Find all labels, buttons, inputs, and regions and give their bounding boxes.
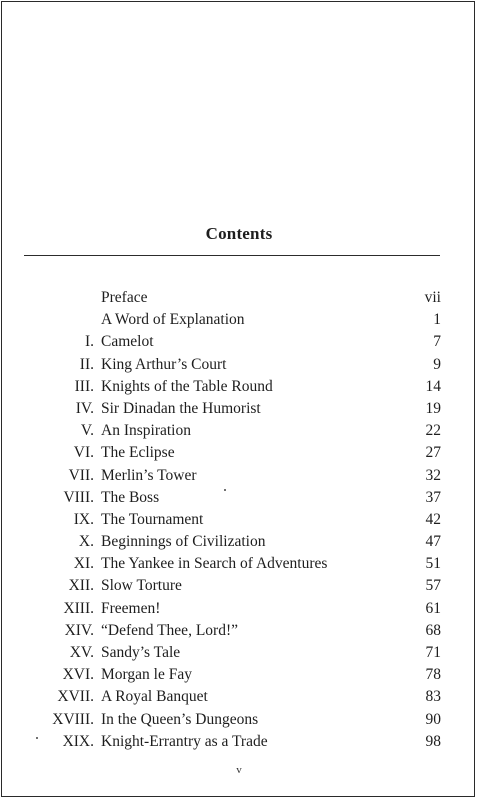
chapter-title: Sir Dinadan the Humorist: [101, 399, 261, 417]
page-number: 7: [433, 333, 441, 351]
toc-entry[interactable]: [0, 420, 478, 442]
chapter-number: V.: [80, 422, 94, 440]
toc-entry[interactable]: [0, 598, 478, 620]
chapter-title: The Tournament: [101, 510, 204, 528]
chapter-number: XIII.: [63, 599, 94, 617]
page-number: 19: [425, 399, 441, 417]
chapter-title: Sandy’s Tale: [101, 644, 181, 661]
chapter-title: “Defend Thee, Lord!”: [101, 621, 238, 639]
page-number: 71: [425, 644, 441, 661]
folio-page-number: v: [236, 764, 242, 776]
chapter-title: Merlin’s Tower: [101, 466, 197, 484]
page-number: 83: [425, 688, 441, 706]
chapter-number: VII.: [68, 466, 94, 484]
chapter-title: Preface: [101, 289, 148, 306]
table-of-contents: [0, 287, 478, 753]
scan-speck: [224, 489, 226, 491]
toc-entry[interactable]: [0, 709, 478, 731]
chapter-title: Freemen!: [101, 599, 161, 617]
page-number: 61: [425, 599, 441, 617]
chapter-number: XII.: [68, 577, 94, 595]
page-number: 51: [425, 555, 441, 573]
chapter-number: XVII.: [57, 688, 94, 706]
page-number: 78: [425, 666, 441, 684]
chapter-title: The Boss: [101, 488, 160, 506]
chapter-number: XVI.: [62, 666, 94, 684]
page-number: 42: [425, 510, 441, 528]
chapter-title: Camelot: [101, 333, 154, 351]
page-number: 68: [425, 621, 441, 639]
chapter-title: Knight-Errantry as a Trade: [101, 732, 268, 750]
page-number: 27: [425, 444, 441, 462]
toc-entry[interactable]: [0, 575, 478, 597]
chapter-number: X.: [78, 533, 94, 551]
toc-entry[interactable]: [0, 465, 478, 487]
chapter-title: An Inspiration: [101, 422, 191, 440]
page-number: 14: [425, 377, 441, 395]
page-number: 32: [425, 466, 441, 484]
toc-entry[interactable]: [0, 287, 478, 309]
chapter-number: XIX.: [62, 732, 94, 750]
page-number: 47: [425, 533, 441, 551]
scan-speck: [36, 737, 38, 739]
chapter-number: XI.: [73, 555, 94, 573]
chapter-title: A Word of Explanation: [101, 311, 245, 329]
toc-entry[interactable]: [0, 620, 478, 642]
chapter-number: IX.: [73, 510, 94, 528]
contents-title: Contents: [205, 224, 273, 243]
toc-entry[interactable]: [0, 553, 478, 575]
chapter-title: Beginnings of Civilization: [101, 533, 266, 551]
page-number: vii: [424, 289, 441, 306]
toc-entry[interactable]: [0, 686, 478, 708]
chapter-title: Morgan le Fay: [101, 666, 192, 684]
page-number: 37: [425, 488, 441, 506]
toc-entry[interactable]: [0, 731, 478, 753]
chapter-number: XVIII.: [52, 710, 94, 728]
toc-entry[interactable]: [0, 309, 478, 331]
chapter-title: Slow Torture: [101, 577, 182, 595]
chapter-title: In the Queen’s Dungeons: [101, 710, 259, 728]
chapter-title: Knights of the Table Round: [101, 377, 273, 395]
toc-entry[interactable]: [0, 442, 478, 464]
page-number: 57: [425, 577, 441, 595]
toc-entry[interactable]: [0, 331, 478, 353]
chapter-title: A Royal Banquet: [101, 688, 208, 706]
chapter-number: IV.: [75, 399, 94, 417]
chapter-title: The Yankee in Search of Adventures: [101, 555, 328, 573]
toc-entry[interactable]: [0, 487, 478, 509]
chapter-title: King Arthur’s Court: [101, 355, 227, 373]
page-number: 98: [425, 732, 441, 750]
toc-entry[interactable]: [0, 398, 478, 420]
chapter-number: XV.: [69, 644, 94, 661]
page-number: 22: [425, 422, 441, 440]
toc-entry[interactable]: [0, 642, 478, 664]
page-number: 90: [425, 710, 441, 728]
chapter-number: III.: [74, 377, 94, 395]
chapter-number: XIV.: [64, 621, 94, 639]
title-rule: [24, 255, 440, 256]
page-number: 9: [433, 355, 441, 373]
toc-entry[interactable]: [0, 354, 478, 376]
chapter-number: VIII.: [63, 488, 94, 506]
chapter-title: The Eclipse: [101, 444, 175, 462]
chapter-number: II.: [79, 355, 94, 373]
chapter-number: VI.: [73, 444, 94, 462]
chapter-number: I.: [84, 333, 94, 351]
page-number: 1: [433, 311, 441, 329]
toc-entry[interactable]: [0, 664, 478, 686]
toc-entry[interactable]: [0, 509, 478, 531]
toc-entry[interactable]: [0, 376, 478, 398]
toc-entry[interactable]: [0, 531, 478, 553]
